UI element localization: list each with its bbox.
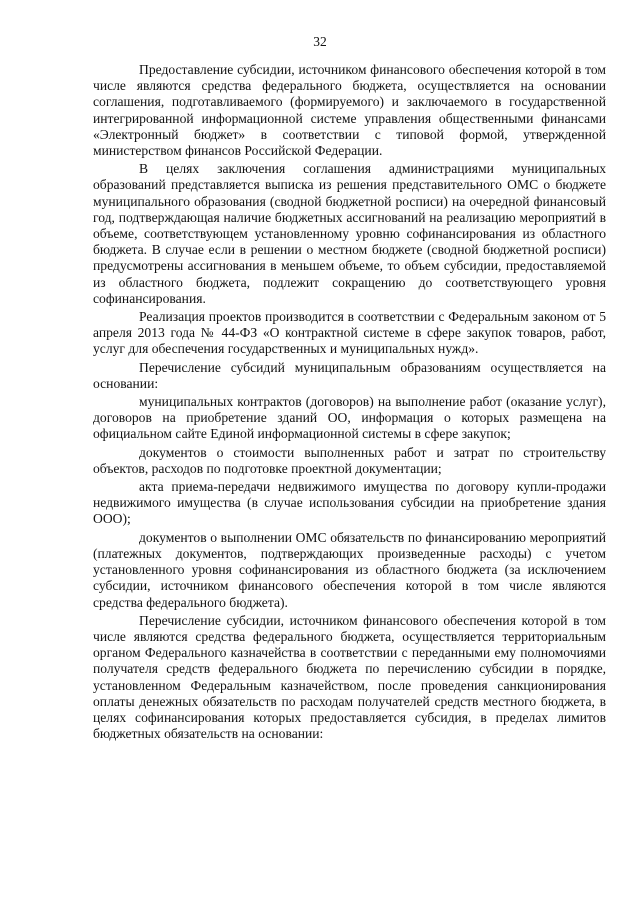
body-text (93, 62, 606, 744)
list-item-cost-documents: документов о стоимости выполненных работ и затрат по строительству объектов, расходов по подготовке проектной документации; (93, 444, 606, 476)
paragraph-agreement-conditions: В целях заключения соглашения администрациями муниципальных образований представляется выписка из решения представительного ОМС о бюджете муниципального образования (сводной бюджетной росписи) на очередной финансовый год, подтверждающая наличие бюджетных ассигнований на реализацию мероприятий в объеме, соответствующем установленному уровню софинансирования из областного бюджета. В случае если в решении о местном бюджете (сводной бюджетной росписи) предусмотрены ассигнования в меньшем объеме, то объем субсидии, предоставляемой из областного бюджета, подлежит сокращению до соответствующего уровня софинансирования. (93, 161, 606, 306)
list-item-obligation-documents: документов о выполнении ОМС обязательств по финансированию мероприятий (платежных документов, подтверждающих произведенные расходы) с учетом установленного уровня софинансирования из областного бюджета (за исключением субсидии, источником финансового обеспечения которой в том числе являются средства федерального бюджета). (93, 529, 606, 610)
paragraph-subsidy-agreement: Предоставление субсидии, источником финансового обеспечения которой в том числе являются средства федерального бюджета, осуществляется на основании соглашения, подготавливаемого (формируемого) и заключаемого в государственной интегрированной информационной системе управления общественными финансами «Электронный бюджет» в соответствии с типовой формой, утвержденной министерством финансов Российской Федерации. (93, 62, 606, 159)
list-item-transfer-act: акта приема-передачи недвижимого имущества по договору купли-продажи недвижимого имущества (в случае использования субсидии на приобретение здания ООО); (93, 479, 606, 527)
list-item-contracts: муниципальных контрактов (договоров) на выполнение работ (оказание услуг), договоров на приобретение зданий ОО, информация о которых размещена на официальном сайте Единой информационной системы в сфере закупок; (93, 394, 606, 442)
paragraph-transfer-basis: Перечисление субсидий муниципальным образованиям осуществляется на основании: (93, 359, 606, 391)
page-number: 32 (313, 34, 327, 49)
paragraph-project-implementation: Реализация проектов производится в соответствии с Федеральным законом от 5 апреля 2013 года № 44-ФЗ «О контрактной системе в сфере закупок товаров, работ, услуг для обеспечения государственных и муниципальных нужд». (93, 309, 606, 357)
paragraph-federal-treasury: Перечисление субсидии, источником финансового обеспечения которой в том числе являются средства федерального бюджета, осуществляется территориальным органом Федерального казначейства в соответствии с переданными ему полномочиями получателя средств федерального бюджета по перечислению субсидии в порядке, установленном Федеральным казначейством, после проведения санкционирования оплаты денежных обязательств по расходам получателей средств местного бюджета, в целях софинансирования которых предоставляется субсидия, в пределах лимитов бюджетных обязательств на основании: (93, 612, 606, 742)
